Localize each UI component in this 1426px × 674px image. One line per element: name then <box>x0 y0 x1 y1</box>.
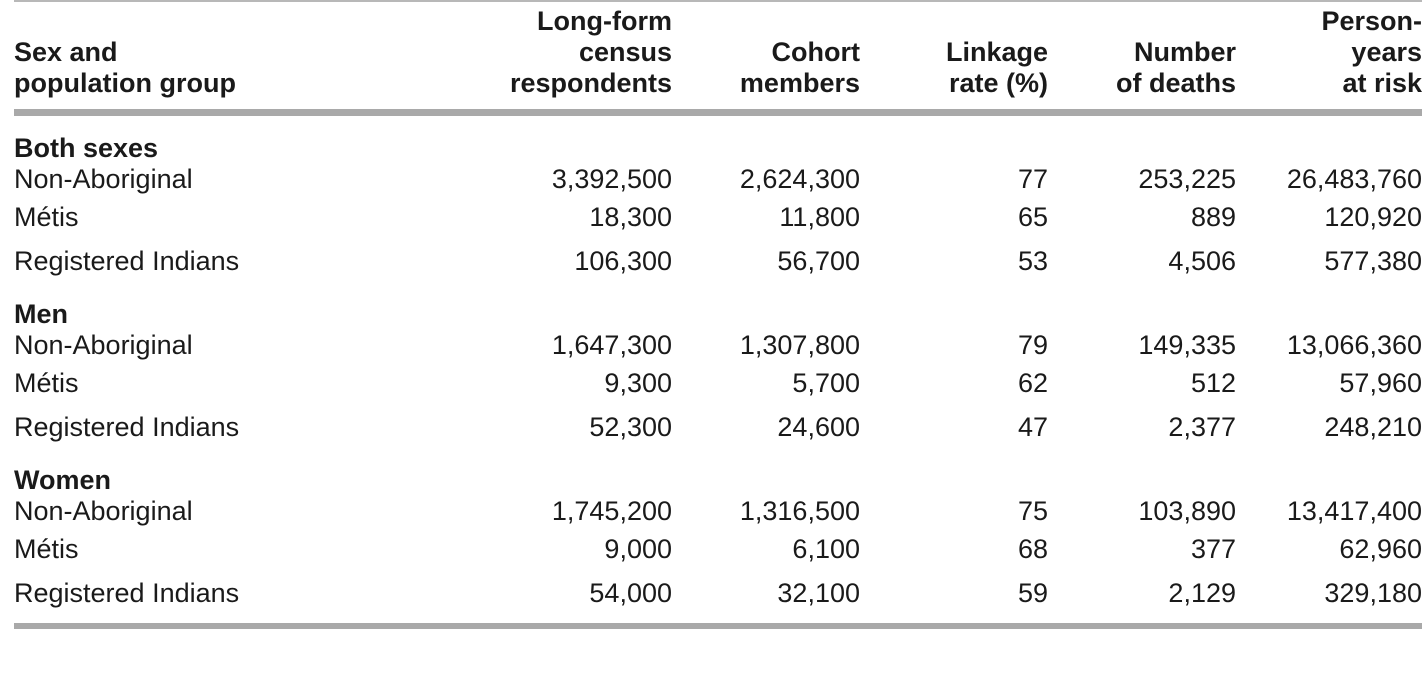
table-cell: 13,417,400 <box>1286 496 1422 526</box>
header-line: Cohort <box>771 37 860 67</box>
table-cell: 11,800 <box>779 202 860 232</box>
group-label: Women <box>14 465 112 495</box>
table-cell: 47 <box>1017 412 1048 442</box>
table-cell: 24,600 <box>777 412 860 442</box>
row-label: Non-Aboriginal <box>14 164 193 194</box>
row-label: Métis <box>14 534 79 564</box>
table-row <box>14 163 1422 195</box>
header-person-years-at-risk <box>1236 2 1422 109</box>
header-number-of-deaths <box>1048 2 1236 109</box>
cohort-table <box>14 2 1422 629</box>
table-cell: 53 <box>1017 246 1048 276</box>
header-line: of deaths <box>1115 68 1236 98</box>
table-header <box>14 2 1422 109</box>
table-cell: 57,960 <box>1339 368 1422 398</box>
header-line: at risk <box>1342 68 1422 98</box>
group-header-row <box>14 449 1422 495</box>
table-cell: 1,745,200 <box>551 496 672 526</box>
table-cell: 2,129 <box>1168 578 1236 608</box>
table-cell: 62,960 <box>1339 534 1422 564</box>
table-cell: 59 <box>1017 578 1048 608</box>
group-label: Both sexes <box>14 133 159 163</box>
table-cell: 65 <box>1017 202 1048 232</box>
header-line: rate (%) <box>948 68 1048 98</box>
group-label: Men <box>14 299 68 329</box>
table-cell: 149,335 <box>1138 330 1236 360</box>
table-cell: 1,647,300 <box>551 330 672 360</box>
row-label: Non-Aboriginal <box>14 496 193 526</box>
header-line: Person- <box>1321 6 1422 36</box>
table-cell: 3,392,500 <box>551 164 672 194</box>
row-label: Registered Indians <box>14 246 240 276</box>
table-cell: 329,180 <box>1324 578 1422 608</box>
header-line: census <box>578 37 672 67</box>
row-label: Non-Aboriginal <box>14 330 193 360</box>
header-line: Linkage <box>945 37 1048 67</box>
header-sex-population-group <box>14 2 420 109</box>
table-cell: 77 <box>1017 164 1048 194</box>
table-row <box>14 329 1422 361</box>
table-cell: 68 <box>1017 534 1048 564</box>
header-cohort-members <box>672 2 860 109</box>
header-line: respondents <box>509 68 672 98</box>
table-row <box>14 361 1422 405</box>
table-cell: 577,380 <box>1324 246 1422 276</box>
row-label: Registered Indians <box>14 578 240 608</box>
group-header-row <box>14 116 1422 163</box>
table-cell: 56,700 <box>777 246 860 276</box>
table-cell: 32,100 <box>777 578 860 608</box>
table-cell: 889 <box>1190 202 1236 232</box>
header-line: members <box>739 68 860 98</box>
header-line: years <box>1351 37 1422 67</box>
table-cell: 18,300 <box>589 202 672 232</box>
table-cell: 106,300 <box>574 246 672 276</box>
table-cell: 248,210 <box>1324 412 1422 442</box>
table-cell: 2,624,300 <box>739 164 860 194</box>
table-cell: 79 <box>1017 330 1048 360</box>
table-row <box>14 405 1422 449</box>
table-row <box>14 195 1422 239</box>
table-cell: 26,483,760 <box>1286 164 1422 194</box>
table-cell: 120,920 <box>1324 202 1422 232</box>
header-line: population group <box>14 68 236 98</box>
table-cell: 103,890 <box>1138 496 1236 526</box>
table-cell: 9,000 <box>604 534 672 564</box>
table-cell: 1,316,500 <box>739 496 860 526</box>
table-cell: 9,300 <box>604 368 672 398</box>
header-row <box>14 2 1422 109</box>
group-header-row <box>14 283 1422 329</box>
table-cell: 512 <box>1190 368 1236 398</box>
table-cell: 2,377 <box>1168 412 1236 442</box>
header-linkage-rate <box>860 2 1048 109</box>
table-row <box>14 495 1422 527</box>
table-row <box>14 239 1422 283</box>
header-line: Sex and <box>14 37 118 67</box>
header-line: Long-form <box>537 6 672 36</box>
table-cell: 75 <box>1017 496 1048 526</box>
table-cell: 4,506 <box>1168 246 1236 276</box>
row-label: Registered Indians <box>14 412 240 442</box>
table-cell: 377 <box>1190 534 1236 564</box>
table-cell: 52,300 <box>589 412 672 442</box>
header-line: Number <box>1133 37 1236 67</box>
table-cell: 62 <box>1017 368 1048 398</box>
table-cell: 54,000 <box>589 578 672 608</box>
header-long-form-census-respondents <box>420 2 672 109</box>
table-container <box>14 0 1422 629</box>
table-cell: 1,307,800 <box>739 330 860 360</box>
bottom-rule <box>14 623 1422 629</box>
header-rule <box>14 109 1422 116</box>
table-cell: 5,700 <box>792 368 860 398</box>
table-cell: 13,066,360 <box>1286 330 1422 360</box>
bottom-spacer <box>14 615 1422 623</box>
table-cell: 253,225 <box>1138 164 1236 194</box>
row-label: Métis <box>14 202 79 232</box>
table-cell: 6,100 <box>792 534 860 564</box>
row-label: Métis <box>14 368 79 398</box>
table-row <box>14 571 1422 615</box>
table-body <box>14 109 1422 629</box>
table-row <box>14 527 1422 571</box>
